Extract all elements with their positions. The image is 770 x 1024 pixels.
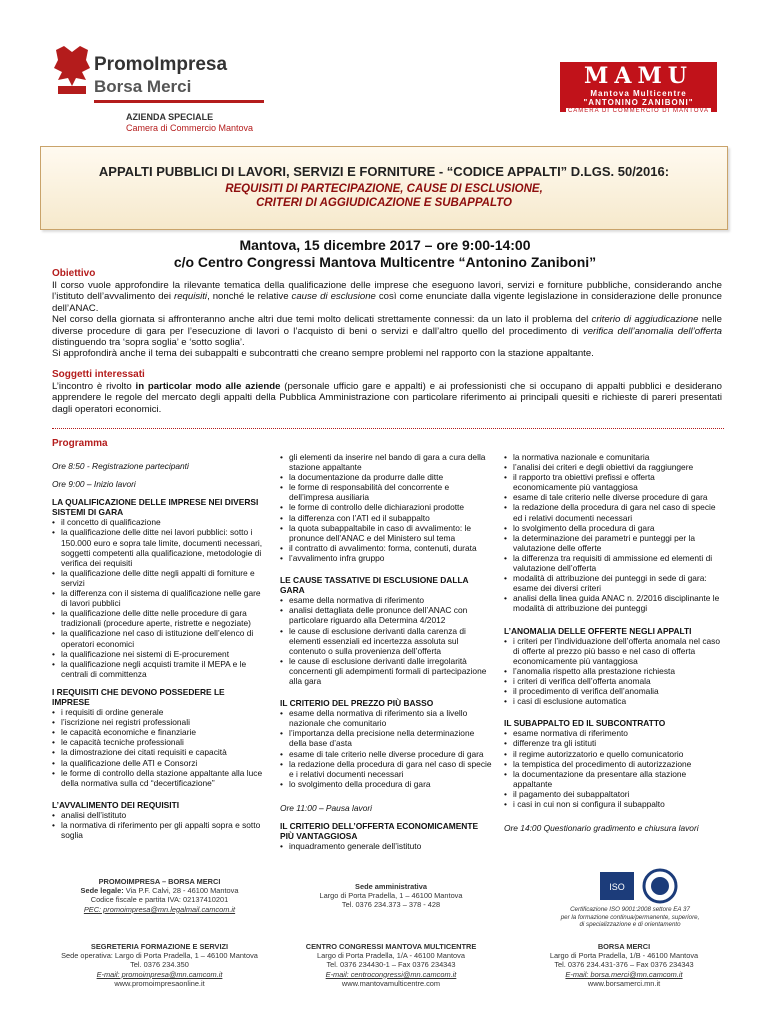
list-item: • la qualificazione negli acquisti tramite il MEPA e le centrali di committenza [52, 659, 264, 679]
mamu-letters: MAMU [584, 63, 693, 89]
list-item: • esame della normativa di riferimento sia a livello nazionale che comunitario [280, 708, 492, 728]
list-item: • la qualificazione delle ditte nelle procedure di gara tradizionali (procedure aperte, ristrette e negoziate) [52, 608, 264, 628]
section-heading: IL CRITERIO DELL’OFFERTA ECONOMICAMENTE PIÙ VANTAGGIOSA [280, 821, 479, 842]
list-item: • la differenza con il sistema di qualificazione nelle gare di lavori pubblici [52, 588, 264, 608]
list-item: • inquadramento generale dell’istituto [280, 841, 492, 851]
list-item: • le capacità economiche e finanziarie [52, 727, 264, 737]
footer-borsa-website-link[interactable]: www.borsamerci.mn.it [587, 978, 661, 988]
list-item: • esame normativa di riferimento [504, 728, 720, 738]
list-item: • il pagamento dei subappaltatori [504, 789, 720, 799]
list-item: • esame di tale criterio nelle diverse procedure di gara [504, 492, 720, 502]
list-item: • i casi di esclusione automatica [504, 696, 720, 706]
bullet-list [280, 595, 492, 686]
footer-admin-address: Largo di Porta Pradella, 1 – 46100 Mantova [319, 891, 463, 901]
list-item: • la normativa di riferimento per gli appalti sopra e sotto soglia [52, 820, 264, 840]
lion-emblem-icon [52, 46, 92, 96]
list-item: • le capacità tecniche professionali [52, 737, 264, 747]
footer-borsa-address: Largo di Porta Pradella, 1/B - 46100 Mantova [549, 951, 699, 961]
footer-legal-address: Sede legale: Via P.F. Calvi, 28 - 46100 Mantova [80, 886, 239, 896]
bullet-list [504, 728, 720, 809]
list-item: • analisi dell’istituto [52, 810, 264, 820]
list-item: • i criteri di verifica dell’offerta anomala [504, 676, 720, 686]
list-item: • le forme di controllo della stazione appaltante alla luce della normativa sulla cd “decertificazione” [52, 768, 264, 788]
programma-divider [52, 428, 724, 429]
footer-segreteria-website-link[interactable]: www.promoimpresaonline.it [114, 978, 205, 988]
list-item: • la redazione della procedura di gara nel caso di specie ed i relativi documenti necessari [504, 502, 720, 522]
brand-subname: Borsa Merci [94, 77, 192, 96]
time-registration: Ore 8:50 - Registrazione partecipanti [52, 461, 189, 471]
footer-centro-congressi [296, 942, 486, 988]
footer-segreteria-address: Sede operativa: Largo di Porta Pradella, 1 – 46100 Mantova [61, 951, 258, 961]
list-item: • differenze tra gli istituti [504, 738, 720, 748]
list-item: • analisi della linea guida ANAC n. 2/2016 disciplinante le modalità di attribuzione dei punteggi [504, 593, 720, 613]
list-item: • le forme di controllo delle dichiarazioni prodotte [280, 502, 492, 512]
list-item: • la dimostrazione dei citati requisiti e capacità [52, 747, 264, 757]
list-item: • il rapporto tra obiettivi prefissi e offerta economicamente più vantaggiosa [504, 472, 720, 492]
footer-pec-link[interactable]: PEC: promoimpresa@mn.legalmail.camcom.it [83, 904, 236, 914]
program-column-3 [504, 452, 720, 841]
footer-borsa-merci [524, 942, 724, 988]
list-item: • le forme di responsabilità del concorrente e dell’impresa ausiliaria [280, 482, 492, 502]
list-item: • l’anomalia rispetto alla prestazione richiesta [504, 666, 720, 676]
list-item: • il procedimento di verifica dell’anomalia [504, 686, 720, 696]
bullet-list [280, 452, 492, 563]
soggetti-text: L’incontro è rivolto in particolar modo alle aziende (personale ufficio gare e appalti) e ai professionisti che si occupano di appalti pubblici e desiderano apprendere le regole del mercato degli appalti della Pubblica Amministrazione con particolare riferimento ai principali quesiti e richieste di pareri presentati dagli operatori economici. [52, 381, 723, 415]
list-item: • analisi dettagliata delle pronunce dell’ANAC con particolare riguardo alla Determina 4/2012 [280, 605, 492, 625]
list-item: • l’importanza della precisione nella determinazione della base d’asta [280, 728, 492, 748]
programma-heading: Programma [52, 438, 108, 449]
bullet-list [52, 517, 264, 679]
brand-name: PromoImpresa [94, 54, 228, 75]
time-pause: Ore 11:00 – Pausa lavori [280, 802, 373, 813]
brand-divider [94, 100, 264, 103]
list-item: • la documentazione da produrre dalle ditte [280, 472, 492, 482]
list-item: • la qualificazione nel caso di istituzione dell’elenco di operatori economici [52, 628, 264, 648]
list-item: • la determinazione dei parametri e punteggi per la valutazione delle offerte [504, 533, 720, 553]
list-item: • lo svolgimento della procedura di gara [280, 779, 492, 789]
list-item: • la qualificazione nei sistemi di E-procurement [52, 649, 264, 659]
svg-text:ISO: ISO [609, 882, 625, 892]
footer-sede-amministrativa [296, 882, 486, 910]
list-item: • modalità di attribuzione dei punteggi in sede di gara: esame dei diversi criteri [504, 573, 720, 593]
list-item: • la normativa nazionale e comunitaria [504, 452, 720, 462]
soggetti-heading: Soggetti interessati [52, 369, 145, 380]
list-item: • esame della normativa di riferimento [280, 595, 492, 605]
footer-segreteria-heading: SEGRETERIA FORMAZIONE E SERVIZI [90, 942, 229, 951]
mamu-logo [560, 62, 717, 112]
obiettivo-heading: Obiettivo [52, 268, 96, 279]
bullet-list [504, 452, 720, 614]
footer-org-name: PROMOIMPRESA – BORSA MERCI [98, 877, 221, 886]
subtitle-line1: REQUISITI DI PARTECIPAZIONE, CAUSE DI ESCLUSIONE, [225, 183, 543, 195]
footer-borsa-phone: Tel. 0376 234.431-376 – Fax 0376 234343 [554, 960, 694, 970]
footer-centro-phone: Tel. 0376 234430-1 – Fax 0376 234343 [326, 960, 456, 970]
list-item: • la documentazione da presentare alla stazione appaltante [504, 769, 720, 789]
event-venue: c/o Centro Congressi Mantova Multicentre “Antonino Zaniboni” [173, 254, 597, 270]
bullet-list [504, 636, 720, 707]
list-item: • i casi in cui non si configura il subappalto [504, 799, 720, 809]
list-item: • l’iscrizione nei registri professionali [52, 717, 264, 727]
list-item: • la quota subappaltabile in caso di avvalimento: le pronunce dell’ANAC e del Ministero sul tema [280, 523, 492, 543]
list-item: • la qualificazione delle ditte negli appalti di forniture e servizi [52, 568, 264, 588]
certification-note: Certificazione ISO 9001:2008 settore EA 37 per la formazione continua/permanente, superiore, di specializzazione e di orientamento [560, 906, 700, 929]
list-item: • i criteri per l’individuazione dell’offerta anomala nel caso di offerte al prezzo più basso e nel caso di offerta economicamente più vantaggiosa [504, 636, 720, 666]
section-heading: IL SUBAPPALTO ED IL SUBCONTRATTO [504, 718, 666, 729]
footer-promoimpresa [52, 877, 267, 914]
list-item: • l’analisi dei criteri e degli obiettivi da raggiungere [504, 462, 720, 472]
mamu-name: Mantova Multicentre [590, 89, 687, 98]
bullet-list [280, 708, 492, 789]
footer-borsa-heading: BORSA MERCI [597, 942, 651, 951]
title-box [40, 146, 728, 230]
footer-centro-website-link[interactable]: www.mantovamulticentre.com [341, 978, 441, 988]
list-item: • esame di tale criterio nelle diverse procedure di gara [280, 749, 492, 759]
list-item: • le cause di esclusione derivanti dalle irregolarità concernenti gli adempimenti formali di partecipazione alla gara [280, 656, 492, 686]
program-column-2 [280, 452, 492, 851]
event-date: Mantova, 15 dicembre 2017 – ore 9:00-14:00 [239, 237, 531, 253]
list-item: • le cause di esclusione derivanti dalla carenza di elementi essenziali ed incertezza assoluta sul contenuto o sulla provenienza dell’offerta [280, 626, 492, 656]
time-end: Ore 14:00 Questionario gradimento e chiusura lavori [504, 823, 699, 834]
footer-admin-phone: Tel. 0376 234.373 – 378 - 428 [341, 900, 441, 910]
bullet-list [280, 841, 492, 851]
list-item: • il contratto di avvalimento: forma, contenuti, durata [280, 543, 492, 553]
footer-centro-email-link[interactable]: E-mail: centrocongressi@mn.camcom.it [325, 969, 457, 979]
mamu-camera: CAMERA DI COMMERCIO DI MANTOVA [567, 108, 710, 114]
time-start: Ore 9:00 – Inizio lavori [52, 479, 136, 490]
mamu-dedication: "ANTONINO ZANIBONI" [583, 98, 694, 107]
footer-segreteria-phone: Tel. 0376 234.350 [130, 960, 189, 970]
promoimpresa-logo [52, 40, 272, 136]
list-item: • lo svolgimento della procedura di gara [504, 523, 720, 533]
footer-segreteria [52, 942, 267, 988]
list-item: • la qualificazione delle ATI e Consorzi [52, 758, 264, 768]
list-item: • l’avvalimento infra gruppo [280, 553, 492, 563]
list-item: • i requisiti di ordine generale [52, 707, 264, 717]
list-item: • la differenza tra requisiti di ammissione ed elementi di valutazione dell’offerta [504, 553, 720, 573]
list-item: • la tempistica del procedimento di autorizzazione [504, 759, 720, 769]
program-column-1 [52, 453, 264, 840]
section-heading: I REQUISITI CHE DEVONO POSSEDERE LE IMPRESE [52, 686, 225, 707]
section-heading: L’AVVALIMENTO DEI REQUISITI [52, 799, 180, 810]
footer-admin-heading: Sede amministrativa [355, 882, 427, 891]
list-item: • la redazione della procedura di gara nel caso di specie e i relativi documenti necessari [280, 759, 492, 779]
certification-logos-icon [598, 868, 698, 904]
footer-vat: Codice fiscale e partita IVA: 02137410201 [90, 895, 229, 905]
camera-commercio-label: Camera di Commercio Mantova [126, 123, 254, 133]
list-item: • il regime autorizzatorio e quello comunicatorio [504, 749, 720, 759]
footer-segreteria-email-link[interactable]: E-mail: promoimpresa@mn.camcom.it [96, 969, 223, 979]
footer-centro-address: Largo di Porta Pradella, 1/A - 46100 Mantova [317, 951, 465, 961]
list-item: • il concetto di qualificazione [52, 517, 264, 527]
list-item: • la differenza con l’ATI ed il subappalto [280, 513, 492, 523]
section-heading: LE CAUSE TASSATIVE DI ESCLUSIONE DALLA GARA [280, 575, 469, 596]
bullet-list [52, 707, 264, 788]
footer-borsa-email-link[interactable]: E-mail: borsa.merci@mn.camcom.it [565, 969, 683, 979]
section-heading: IL CRITERIO DEL PREZZO PIÙ BASSO [280, 698, 434, 709]
section-heading: L’ANOMALIA DELLE OFFERTE NEGLI APPALTI [504, 625, 692, 636]
bullet-list [52, 810, 264, 840]
list-item: • gli elementi da inserire nel bando di gara a cura della stazione appaltante [280, 452, 492, 472]
subtitle-line2: CRITERI DI AGGIUDICAZIONE E SUBAPPALTO [256, 197, 512, 209]
azienda-label: AZIENDA SPECIALE [126, 112, 214, 122]
obiettivo-text: Il corso vuole approfondire la rilevante tematica della qualificazione delle imprese che eseguono lavori, servizi e forniture pubbliche, considerando anche l’istituto dell’avvalimento dei requisiti, nonché le relative cause di esclusione così come enunciate dalla vigente legislazione in considerazione delle pronunce dell’ANAC. Nel corso della giornata si affronteranno anche altri due temi molto delicati strettamente connessi: da un lato il problema del criterio di aggiudicazione nelle diverse procedure di gara per l’esecuzione di lavori o l’acquisto di beni o servizi e dall’altro quello del procedimento di verifica dell’anomalia dell’offerta distinguendo tra ‘sopra soglia’ e ‘sotto soglia’. Si approfondirà anche il tema dei subappalti e subcontratti che creano sempre problemi nel rapporto con la stazione appaltante. [52, 280, 723, 360]
section-heading: LA QUALIFICAZIONE DELLE IMPRESE NEI DIVERSI SISTEMI DI GARA [52, 497, 259, 518]
footer-centro-heading: CENTRO CONGRESSI MANTOVA MULTICENTRE [305, 942, 477, 951]
page-title: APPALTI PUBBLICI DI LAVORI, SERVIZI E FORNITURE - “CODICE APPALTI” D.LGS. 50/2016: [98, 164, 670, 179]
list-item: • la qualificazione delle ditte nei lavori pubblici: sotto i 150.000 euro e sopra tale limite, documenti necessari, soggetti competenti alla qualificazione, metodologie di verifica dei requisiti [52, 527, 264, 567]
